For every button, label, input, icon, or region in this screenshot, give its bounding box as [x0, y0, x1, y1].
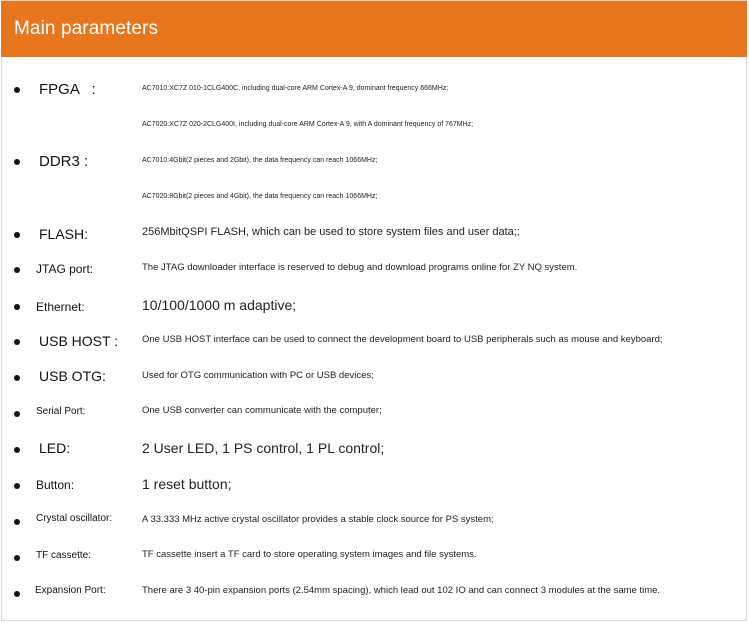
bullet-icon — [14, 447, 20, 453]
param-desc: AC7010:4Gbit(2 pieces and 2Gbit), the data frequency can reach 1066MHz; — [142, 157, 378, 164]
param-desc: Used for OTG communication with PC or USB devices; — [142, 370, 374, 381]
param-desc: AC7020:8Gbit(2 pieces and 4Gbit), the data frequency can reach 1066MHz; — [142, 193, 378, 200]
param-desc: TF cassette insert a TF card to store operating system images and file systems. — [142, 549, 477, 560]
param-label: FPGA : — [39, 81, 96, 98]
param-row-ddr3-2 — [0, 183, 749, 213]
param-row-fpga — [0, 75, 749, 105]
bullet-icon — [14, 267, 20, 273]
bullet-icon — [14, 232, 20, 238]
bullet-icon — [14, 159, 20, 165]
param-row-expansion-port — [0, 579, 749, 609]
param-desc: One USB HOST interface can be used to connect the development board to USB peripherals such as mouse and keyboard; — [142, 334, 663, 345]
param-row-ddr3 — [0, 147, 749, 177]
param-desc: 10/100/1000 m adaptive; — [142, 297, 297, 313]
param-label: Crystal oscillator: — [36, 513, 113, 524]
param-desc: AC7010:XC7Z 010-1CLG400C, including dual-core ARM Cortex-A 9, dominant frequency 666MHz; — [142, 85, 449, 92]
bullet-icon — [14, 375, 20, 381]
bullet-icon — [14, 304, 20, 310]
section-header — [1, 1, 747, 57]
param-row-flash — [0, 219, 749, 249]
param-desc: A 33.333 MHz active crystal oscillator provides a stable clock source for PS system; — [142, 514, 494, 525]
param-row-usb-otg — [0, 363, 749, 393]
param-row-usb-host — [0, 327, 749, 357]
param-row-button — [0, 471, 749, 501]
param-row-fpga-2 — [0, 111, 749, 141]
param-desc: One USB converter can communicate with the computer; — [142, 405, 382, 416]
param-desc: The JTAG downloader interface is reserved to debug and download programs online for ZY NQ system. — [142, 262, 578, 273]
param-label: DDR3 : — [39, 153, 89, 170]
param-label: TF cassette: — [36, 550, 92, 561]
param-desc: 256MbitQSPI FLASH, which can be used to store system files and user data;; — [142, 226, 520, 238]
param-desc: 2 User LED, 1 PS control, 1 PL control; — [142, 440, 385, 456]
param-row-crystal-oscillator — [0, 507, 749, 537]
param-row-led — [0, 435, 749, 465]
bullet-icon — [14, 339, 20, 345]
param-desc: There are 3 40-pin expansion ports (2.54mm spacing), which lead out 102 IO and can connect 3 modules at the same time. — [142, 585, 661, 596]
param-label: LED: — [39, 440, 71, 456]
param-row-ethernet — [0, 291, 749, 321]
param-label: Ethernet: — [36, 300, 85, 314]
param-row-serial-port — [0, 399, 749, 429]
param-label: FLASH: — [39, 226, 89, 242]
param-label: JTAG port: — [36, 262, 94, 276]
param-desc: AC7020:XC7Z 020-2CLG400I, including dual-core ARM Cortex-A 9, with A dominant frequency of 767MHz; — [142, 121, 474, 128]
section-title: Main parameters — [14, 18, 159, 39]
param-desc: 1 reset button; — [142, 476, 232, 492]
bullet-icon — [14, 555, 20, 561]
param-row-jtag — [0, 255, 749, 285]
bullet-icon — [14, 411, 20, 417]
param-label: Serial Port: — [36, 406, 86, 417]
param-row-tf-cassette — [0, 543, 749, 573]
bullet-icon — [14, 519, 20, 525]
param-label: USB HOST : — [39, 333, 119, 349]
param-label: Expansion Port: — [35, 585, 106, 596]
bullet-icon — [14, 483, 20, 489]
param-label: Button: — [36, 478, 75, 492]
bullet-icon — [14, 591, 20, 597]
param-label: USB OTG: — [39, 368, 106, 384]
bullet-icon — [14, 87, 20, 93]
